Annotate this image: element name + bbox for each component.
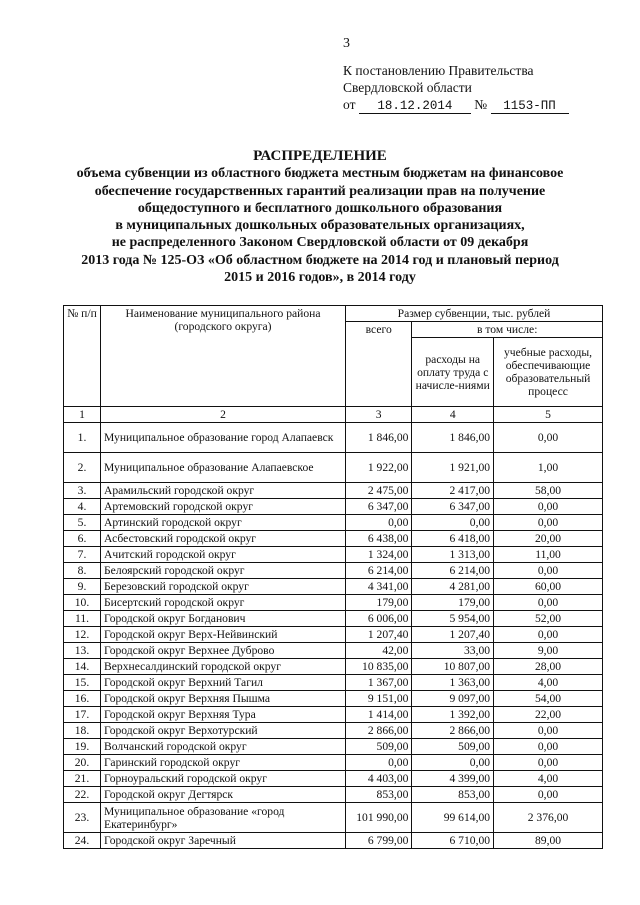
row-total: 1 846,00 <box>346 423 412 453</box>
row-total: 179,00 <box>346 595 412 611</box>
row-number: 22. <box>64 787 101 803</box>
row-labor: 99 614,00 <box>412 803 494 833</box>
table-row <box>64 707 603 723</box>
column-number: 1 <box>64 407 101 423</box>
row-name: Артемовский городской округ <box>101 499 346 515</box>
column-number: 4 <box>412 407 494 423</box>
row-labor: 1 921,00 <box>412 453 494 483</box>
title-heading: РАСПРЕДЕЛЕНИЕ <box>253 148 387 164</box>
column-number-row <box>64 407 603 423</box>
table-row <box>64 833 603 849</box>
row-number: 13. <box>64 643 101 659</box>
row-labor: 509,00 <box>412 739 494 755</box>
table-row <box>64 787 603 803</box>
row-total: 6 799,00 <box>346 833 412 849</box>
table-row <box>64 453 603 483</box>
row-total: 6 214,00 <box>346 563 412 579</box>
number-prefix: № <box>474 97 488 112</box>
row-edu: 11,00 <box>494 547 603 563</box>
row-total: 10 835,00 <box>346 659 412 675</box>
row-number: 23. <box>64 803 101 833</box>
row-name: Городской округ Заречный <box>101 833 346 849</box>
row-name: Муниципальное образование город Алапаевск <box>101 423 346 453</box>
row-labor: 10 807,00 <box>412 659 494 675</box>
table-row <box>64 483 603 499</box>
row-edu: 0,00 <box>494 739 603 755</box>
row-total: 0,00 <box>346 755 412 771</box>
row-number: 4. <box>64 499 101 515</box>
header-edu: учебные расходы, обеспечивающие образовательный процесс <box>494 338 603 407</box>
table-row <box>64 579 603 595</box>
table-body <box>64 423 603 849</box>
row-labor: 6 214,00 <box>412 563 494 579</box>
row-name: Арамильский городской округ <box>101 483 346 499</box>
row-number: 21. <box>64 771 101 787</box>
row-edu: 2 376,00 <box>494 803 603 833</box>
row-name: Березовский городской округ <box>101 579 346 595</box>
header-line-1: К постановлению Правительства <box>343 63 534 78</box>
row-name: Городской округ Верхняя Пышма <box>101 691 346 707</box>
row-number: 9. <box>64 579 101 595</box>
row-labor: 2 866,00 <box>412 723 494 739</box>
table-row <box>64 547 603 563</box>
row-number: 2. <box>64 453 101 483</box>
row-total: 4 341,00 <box>346 579 412 595</box>
row-edu: 20,00 <box>494 531 603 547</box>
row-edu: 89,00 <box>494 833 603 849</box>
row-edu: 1,00 <box>494 453 603 483</box>
row-labor: 9 097,00 <box>412 691 494 707</box>
header-amount: Размер субвенции, тыс. рублей <box>346 306 603 322</box>
title-line: объема субвенции из областного бюджета местным бюджетам на финансовое <box>76 166 564 182</box>
row-labor: 4 399,00 <box>412 771 494 787</box>
title-line: не распределенного Законом Свердловской области от 09 декабря <box>111 235 529 251</box>
row-labor: 2 417,00 <box>412 483 494 499</box>
row-name: Ачитский городской округ <box>101 547 346 563</box>
row-total: 42,00 <box>346 643 412 659</box>
row-labor: 6 347,00 <box>412 499 494 515</box>
title-line: обеспечение государственных гарантий реализации прав на получение <box>94 183 546 199</box>
row-labor: 179,00 <box>412 595 494 611</box>
row-number: 3. <box>64 483 101 499</box>
row-number: 15. <box>64 675 101 691</box>
row-total: 509,00 <box>346 739 412 755</box>
table-row <box>64 611 603 627</box>
row-labor: 5 954,00 <box>412 611 494 627</box>
row-name: Муниципальное образование «город Екатеринбург» <box>101 803 346 833</box>
row-number: 11. <box>64 611 101 627</box>
row-total: 6 347,00 <box>346 499 412 515</box>
row-total: 1 324,00 <box>346 547 412 563</box>
row-number: 17. <box>64 707 101 723</box>
row-edu: 22,00 <box>494 707 603 723</box>
table-row <box>64 499 603 515</box>
row-total: 2 866,00 <box>346 723 412 739</box>
row-edu: 4,00 <box>494 675 603 691</box>
table-row <box>64 643 603 659</box>
row-number: 20. <box>64 755 101 771</box>
header-including: в том числе: <box>412 322 603 338</box>
header-date-line <box>343 96 569 114</box>
table-row <box>64 771 603 787</box>
row-edu: 0,00 <box>494 723 603 739</box>
table-row <box>64 627 603 643</box>
row-edu: 58,00 <box>494 483 603 499</box>
row-number: 14. <box>64 659 101 675</box>
row-edu: 0,00 <box>494 563 603 579</box>
row-total: 101 990,00 <box>346 803 412 833</box>
row-number: 6. <box>64 531 101 547</box>
date-prefix: от <box>343 97 356 112</box>
title-line: общедоступного и бесплатного дошкольного образования <box>137 200 503 216</box>
row-edu: 4,00 <box>494 771 603 787</box>
row-total: 1 414,00 <box>346 707 412 723</box>
page-number: 3 <box>343 36 350 51</box>
row-labor: 4 281,00 <box>412 579 494 595</box>
row-name: Верхнесалдинский городской округ <box>101 659 346 675</box>
table-row <box>64 423 603 453</box>
row-total: 1 922,00 <box>346 453 412 483</box>
table-row <box>64 691 603 707</box>
row-edu: 52,00 <box>494 611 603 627</box>
row-labor: 0,00 <box>412 515 494 531</box>
row-number: 16. <box>64 691 101 707</box>
row-name: Городской округ Верхний Тагил <box>101 675 346 691</box>
row-edu: 60,00 <box>494 579 603 595</box>
row-number: 24. <box>64 833 101 849</box>
table-row <box>64 563 603 579</box>
title-line: в муниципальных дошкольных образовательных организациях, <box>115 218 525 234</box>
row-total: 1 207,40 <box>346 627 412 643</box>
row-total: 6 438,00 <box>346 531 412 547</box>
row-total: 853,00 <box>346 787 412 803</box>
column-number: 3 <box>346 407 412 423</box>
row-labor: 1 846,00 <box>412 423 494 453</box>
column-number: 2 <box>101 407 346 423</box>
header-total: всего <box>346 322 412 407</box>
header-num: № п/п <box>64 306 101 407</box>
row-labor: 1 313,00 <box>412 547 494 563</box>
row-name: Муниципальное образование Алапаевское <box>101 453 346 483</box>
title-line: 2013 года № 125-ОЗ «Об областном бюджете на 2014 год и плановый период <box>81 252 559 268</box>
row-labor: 6 710,00 <box>412 833 494 849</box>
row-labor: 1 392,00 <box>412 707 494 723</box>
table-row <box>64 659 603 675</box>
row-number: 8. <box>64 563 101 579</box>
row-name: Белоярский городской округ <box>101 563 346 579</box>
row-labor: 33,00 <box>412 643 494 659</box>
row-edu: 0,00 <box>494 423 603 453</box>
row-labor: 1 207,40 <box>412 627 494 643</box>
row-labor: 1 363,00 <box>412 675 494 691</box>
table-row <box>64 675 603 691</box>
row-number: 5. <box>64 515 101 531</box>
row-edu: 54,00 <box>494 691 603 707</box>
title-line: 2015 и 2016 годов», в 2014 году <box>224 270 416 286</box>
row-number: 10. <box>64 595 101 611</box>
resolution-reference <box>343 62 569 114</box>
document-title <box>60 148 580 286</box>
row-name: Городской округ Верхняя Тура <box>101 707 346 723</box>
row-labor: 6 418,00 <box>412 531 494 547</box>
subvention-table <box>63 305 603 849</box>
row-name: Волчанский городской округ <box>101 739 346 755</box>
row-name: Гаринский городской округ <box>101 755 346 771</box>
table-row <box>64 595 603 611</box>
table-row <box>64 755 603 771</box>
row-total: 1 367,00 <box>346 675 412 691</box>
title-body <box>60 165 580 286</box>
row-number: 7. <box>64 547 101 563</box>
row-edu: 0,00 <box>494 595 603 611</box>
table-row <box>64 739 603 755</box>
table-row <box>64 515 603 531</box>
header-name: Наименование муниципального района (городского округа) <box>101 306 346 407</box>
row-number: 19. <box>64 739 101 755</box>
row-edu: 0,00 <box>494 499 603 515</box>
resolution-number: 1153-ПП <box>491 99 569 114</box>
header-labor: расходы на оплату труда с начисле-ниями <box>412 338 494 407</box>
row-name: Артинский городской округ <box>101 515 346 531</box>
table-row <box>64 531 603 547</box>
column-number: 5 <box>494 407 603 423</box>
row-name: Городской округ Верхотурский <box>101 723 346 739</box>
resolution-date: 18.12.2014 <box>359 99 471 114</box>
row-labor: 0,00 <box>412 755 494 771</box>
row-name: Бисертский городской округ <box>101 595 346 611</box>
row-name: Горноуральский городской округ <box>101 771 346 787</box>
row-number: 1. <box>64 423 101 453</box>
row-total: 9 151,00 <box>346 691 412 707</box>
row-labor: 853,00 <box>412 787 494 803</box>
row-name: Городской округ Верх-Нейвинский <box>101 627 346 643</box>
header-line-2: Свердловской области <box>343 80 472 95</box>
row-edu: 9,00 <box>494 643 603 659</box>
row-total: 2 475,00 <box>346 483 412 499</box>
row-name: Городской округ Богданович <box>101 611 346 627</box>
row-name: Городской округ Дегтярск <box>101 787 346 803</box>
table-row <box>64 803 603 833</box>
row-number: 12. <box>64 627 101 643</box>
row-total: 0,00 <box>346 515 412 531</box>
row-edu: 0,00 <box>494 787 603 803</box>
row-edu: 0,00 <box>494 627 603 643</box>
row-edu: 28,00 <box>494 659 603 675</box>
row-total: 6 006,00 <box>346 611 412 627</box>
row-name: Городской округ Верхнее Дуброво <box>101 643 346 659</box>
row-edu: 0,00 <box>494 755 603 771</box>
row-total: 4 403,00 <box>346 771 412 787</box>
row-edu: 0,00 <box>494 515 603 531</box>
row-name: Асбестовский городской округ <box>101 531 346 547</box>
table-row <box>64 723 603 739</box>
row-number: 18. <box>64 723 101 739</box>
